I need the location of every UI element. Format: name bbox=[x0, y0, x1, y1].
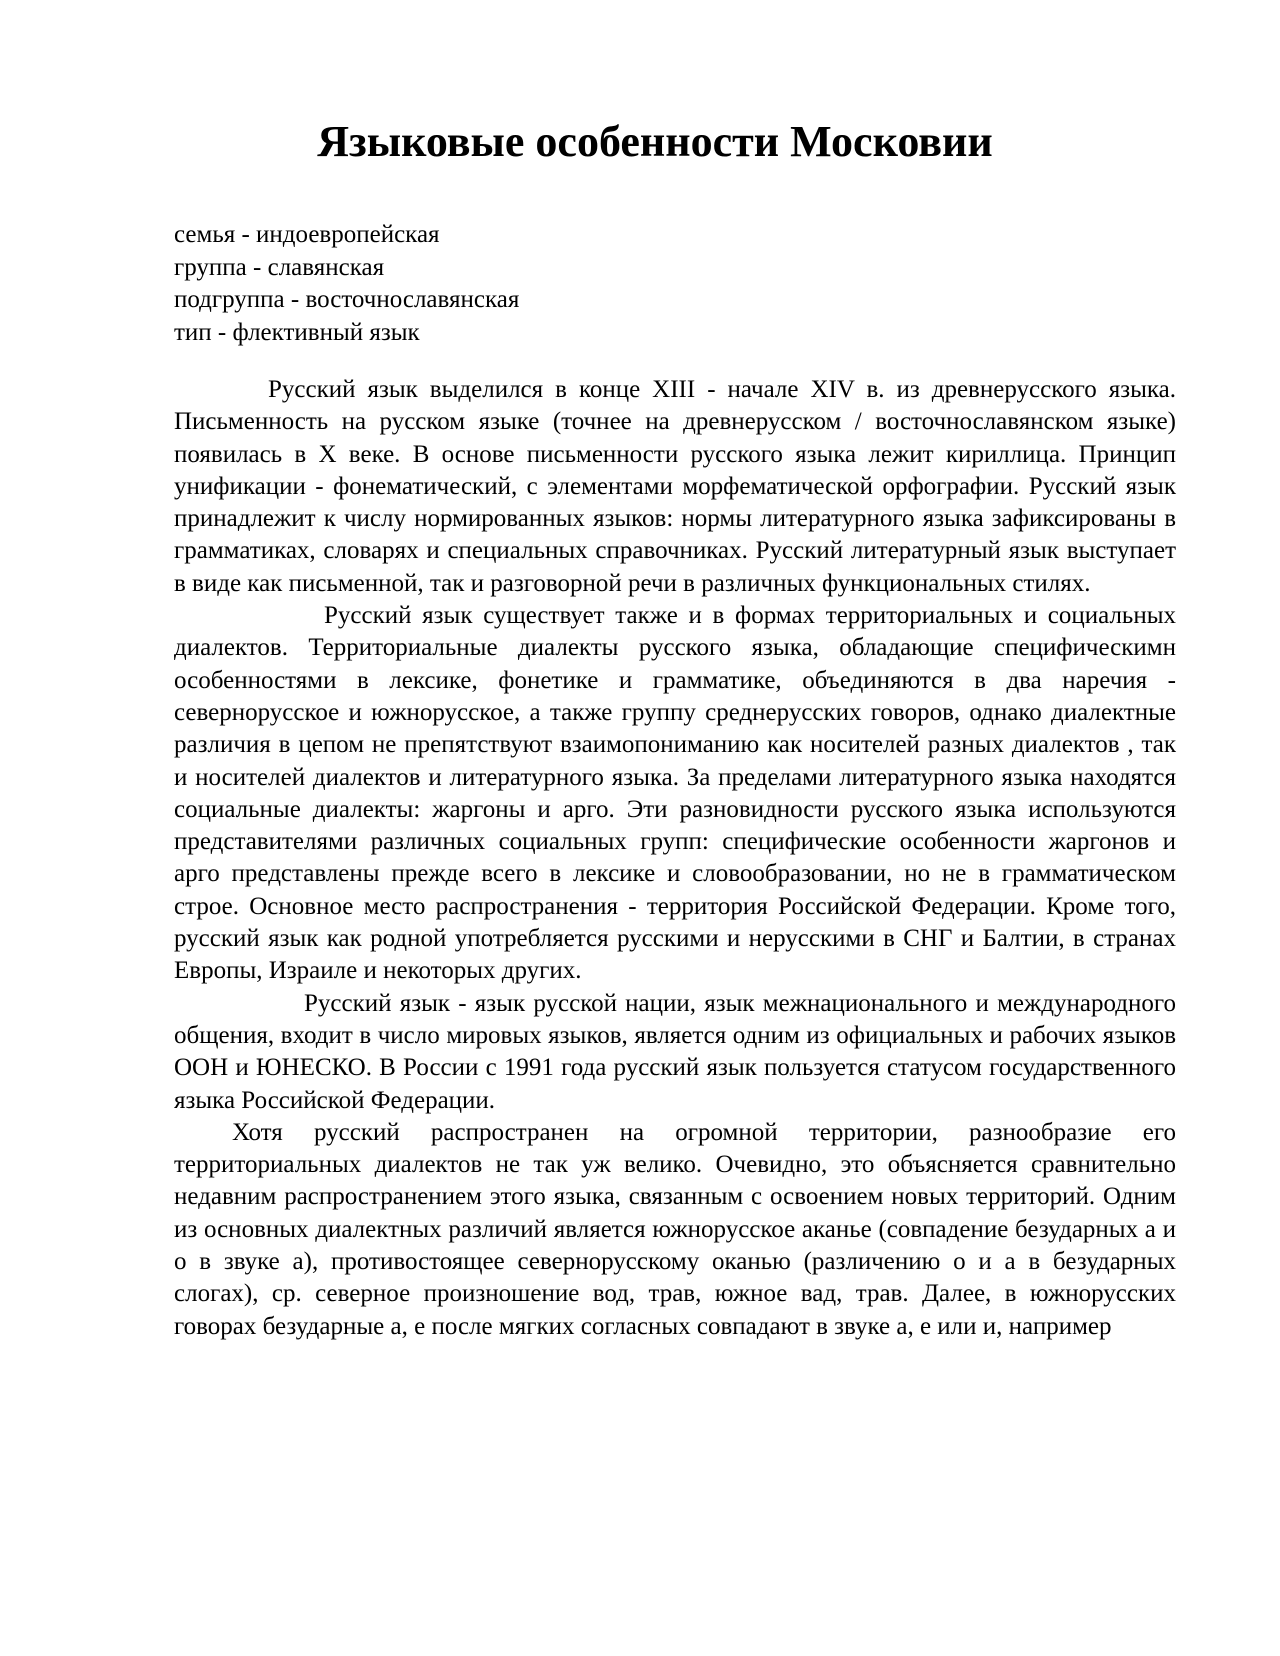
paragraph-origin: Русский язык выделился в конце XIII - начале XIV в. из древнерусского языка. Письменность на русском языке (точнее на древнерусском / восточнославянском языке) появилась в X веке. В основе письменности русского языка лежит кириллица. Принцип унификации - фонематический, с элементами морфематической орфографии. Русский язык принадлежит к числу нормированных языков: нормы литературного языка зафиксированы в грамматиках, словарях и специальных справочниках. Русский литературный язык выступает в виде как письменной, так и разговорной речи в различных функциональных стилях. bbox=[174, 376, 1176, 597]
paragraph-status: Русский язык - язык русской нации, язык межнационального и международного общения, входит в число мировых языков, является одним из официальных и рабочих языков ООН и ЮНЕСКО. В России с 1991 года русский язык пользуется статусом государственного языка Российской Федерации. bbox=[174, 989, 1176, 1114]
classification-subgroup: подгруппа - восточнославянская bbox=[174, 286, 520, 313]
paragraph-dialects: Русский язык существует также и в формах территориальных и социальных диалектов. Территориальные диалекты русского языка, обладающие специфическимн особенностями в лексике, фонетике и грамматике, объединяются в два наречия - севернорусское и южнорусское, а также группу среднерусских говоров, однако диалектные различия в цепом не препятствуют взаимопониманию как носителей разных диалектов , так и носителей диалектов и литературного языка. За пределами литературного языка находятся социальные диалекты: жаргоны и арго. Эти разновидности русского языка используются представителями различных социальных групп: специфические особенности жаргонов и арго представлены прежде всего в лексике и словообразовании, но не в грамматическом строе. Основное место распространения - территория Российской Федерации. Кроме того, русский язык как родной употребляется русскими и нерусскими в СНГ и Балтии, в странах Европы, Израиле и некоторых других. bbox=[174, 602, 1176, 985]
classification-group: группа - славянская bbox=[174, 253, 385, 281]
body-text bbox=[174, 374, 1176, 1343]
classification-family: семья - индоевропейская bbox=[174, 221, 440, 248]
paragraph-dialect-differences: Хотя русский распространен на огромной территории, разнообразие его территориальных диалектов не так уж велико. Очевидно, это объясняется сравнительно недавним распространением этого языка, связанным с освоением новых территорий. Одним из основных диалектных различий является южнорусское аканье (совпадение безударных а и о в звуке а), противостоящее севернорусскому оканью (различению о и а в безударных слогах), ср. северное произношение вод, трав, южное вад, трав. Далее, в южнорусских говорах безударные а, е после мягких согласных совпадают в звуке а, е или и, например bbox=[174, 1118, 1176, 1340]
classification-type: тип - флективный язык bbox=[174, 318, 420, 346]
language-classification-list bbox=[174, 219, 1114, 349]
page-title: Языковые особенности Московии bbox=[317, 117, 993, 166]
